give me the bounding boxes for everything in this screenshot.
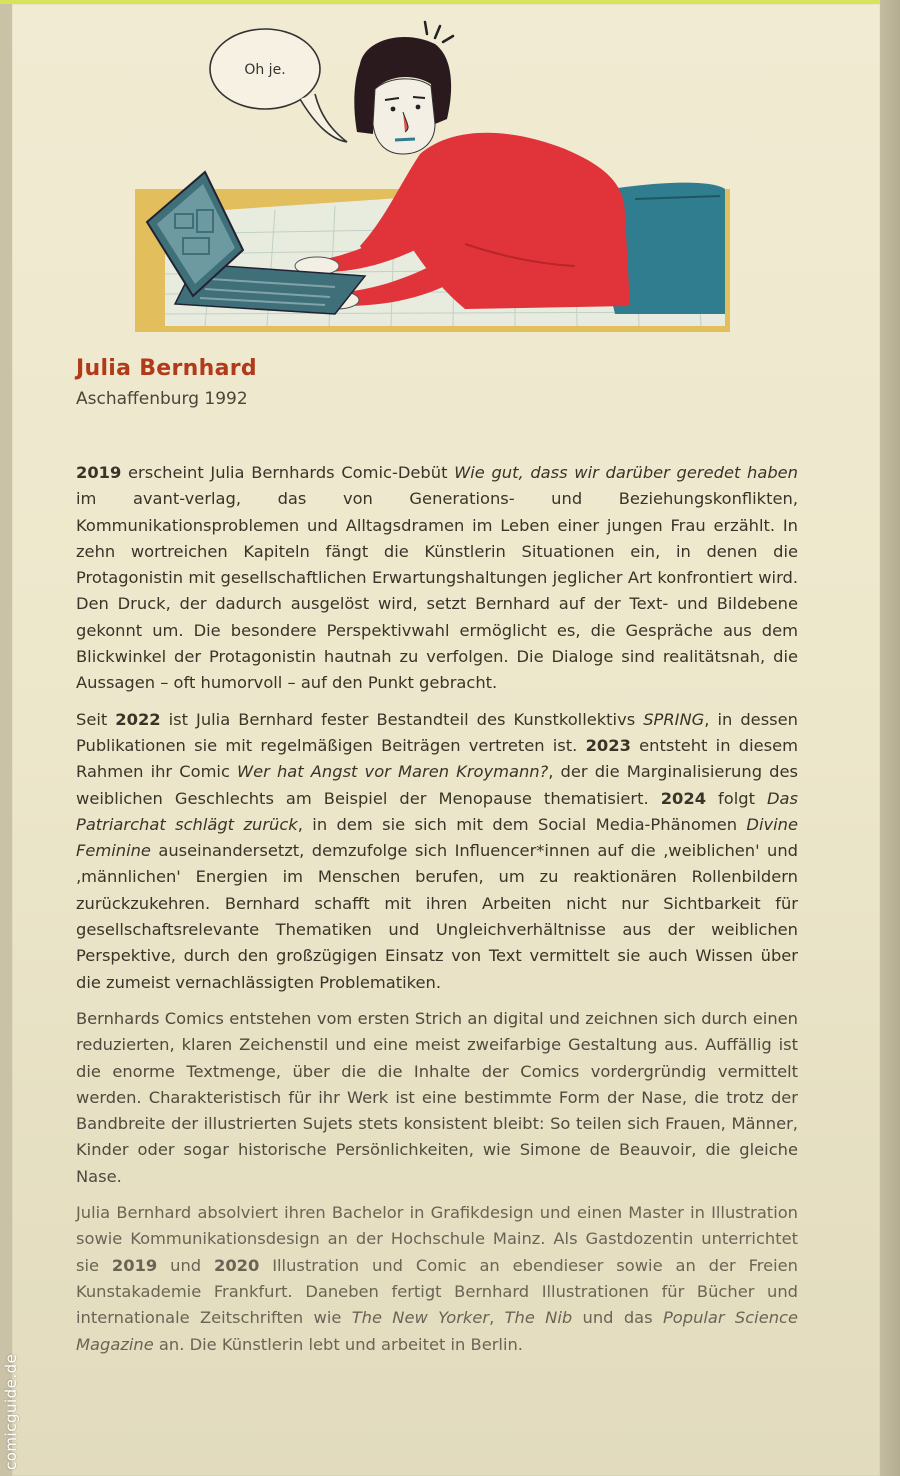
comic-illustration — [135, 14, 730, 332]
author-name: Julia Bernhard — [76, 356, 257, 381]
text-run: ist Julia Bernhard fester Bestandteil des Kunstkollektivs — [160, 709, 644, 729]
text-run: auseinandersetzt, demzufolge sich Influencer*innen auf die ‚weiblichen' und ‚männlichen' Energien im Menschen berufen, um zu reaktionären Rollenbildern zurückzukehren. Bernhard schafft mit ihren Arbeiten nicht nur Sichtbarkeit für gesellschaftsrelevante Thematiken und Ungleichverhältnisse aus der weiblichen Perspektive, durch den großzügigen Einsatz von Text vermittelt sie auch Wissen über die zumeist vernachlässigten Problematiken. — [76, 841, 798, 992]
title-reference: SPRING — [643, 709, 705, 729]
title-reference: Divine Feminine — [76, 814, 798, 861]
speech-text: Oh je. — [244, 62, 286, 78]
text-run: , in dessen Publikationen sie mit regelmäßigen Beiträgen vertreten ist. — [76, 709, 798, 755]
text-run: entsteht in diesem Rahmen ihr Comic — [76, 735, 798, 782]
year: 2019 — [111, 1255, 158, 1275]
title-reference: Wie gut, dass wir darüber geredet haben — [454, 463, 798, 482]
text-run: erscheint Julia Bernhards Comic-Debüt — [121, 463, 455, 482]
year: 2019 — [76, 463, 122, 482]
panel-frame-edge — [880, 0, 900, 1476]
bio-paragraph — [76, 1200, 798, 1358]
text-run: Julia Bernhard absolviert ihren Bachelor in Grafikdesign und einen Master in Illustration sowie Kommunikationsdesign an der Hochschule Mainz. Als Gastdozentin unterrichtet sie — [76, 1203, 798, 1275]
year: 2023 — [585, 735, 631, 755]
title-reference: The Nib — [504, 1308, 573, 1328]
text-run: , — [489, 1308, 505, 1328]
text-run: an. Die Künstlerin lebt und arbeitet in Berlin. — [153, 1334, 523, 1354]
text-run: Bernhards Comics entstehen vom ersten Strich an digital und zeichnen sich durch einen reduzierten, klaren Zeichenstil und eine meist zweifarbige Gestaltung aus. Auffällig ist die enorme Textmenge, über die die Inhalte der Comics vordergründig vermittelt werden. Charakteristisch für ihr Werk ist eine bestimmte Form der Nase, die trotz der Bandbreite der illustrierten Sujets stets konsistent bleibt: So teilen sich Frauen, Männer, Kinder oder sogar historische Persönlichkeiten, wie Simone de Beauvoir, die gleiche Nase. — [76, 1008, 798, 1186]
bio-paragraph — [76, 707, 798, 996]
bio-paragraph — [76, 1006, 798, 1190]
text-run: Illustration und Comic an ebendieser sowie an der Freien Kunstakademie Frankfurt. Daneben fertigt Bernhard Illustrationen für Bücher und internationale Zeitschriften wie — [76, 1255, 798, 1328]
text-run: , in dem sie sich mit dem Social Media-Phänomen — [297, 814, 747, 834]
text-run: , der die Marginalisierung des weiblichen Geschlechts am Beispiel der Menopause thematisiert. — [76, 762, 798, 808]
year: 2024 — [660, 788, 707, 808]
text-run: folgt — [706, 788, 767, 808]
title-reference: Popular Science Magazine — [76, 1308, 799, 1354]
title-reference: Wer hat Angst vor Maren Kroymann? — [237, 762, 549, 782]
watermark: comicguide.de — [2, 1353, 20, 1470]
text-run: und das — [572, 1308, 663, 1328]
biography — [76, 460, 798, 1368]
title-reference: Das Patriarchat schlägt zurück — [76, 788, 798, 834]
text-run: Seit — [76, 709, 116, 729]
author-origin: Aschaffenburg 1992 — [76, 389, 248, 409]
year: 2022 — [115, 709, 161, 729]
text-run: im avant-verlag, das von Generations- und Beziehungskonflikten, Kommunikationsproblemen und Alltagsdramen im Leben einer jungen Frau erzählt. In zehn wortreichen Kapiteln fängt die Künstlerin Situationen ein, in denen die Protagonistin mit gesellschaftlichen Erwartungshaltungen jeglicher Art konfrontiert wird. Den Druck, der dadurch ausgelöst wird, setzt Bernhard auf der Text- und Bildebene gekonnt um. Die besondere Perspektivwahl ermöglicht es, die Gespräche aus dem Blickwinkel der Protagonistin hautnah zu verfolgen. Die Dialoge sind realitätsnah, die Aussagen – oft humorvoll – auf den Punkt gebracht. — [76, 489, 798, 693]
text-run: und — [157, 1255, 215, 1275]
title-reference: The New Yorker — [351, 1308, 490, 1328]
year: 2020 — [214, 1255, 260, 1275]
bio-paragraph — [76, 460, 798, 697]
speech-bubble — [210, 29, 347, 142]
